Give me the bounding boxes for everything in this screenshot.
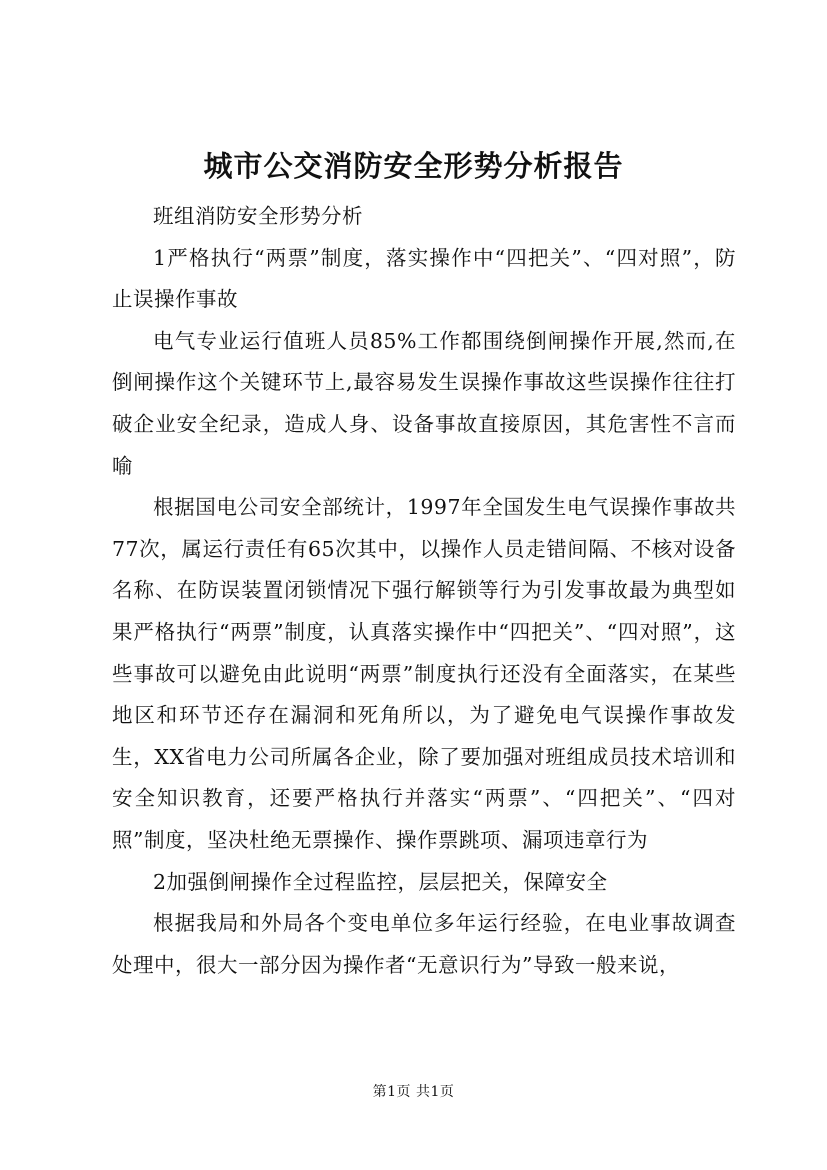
paragraph-heading-1: 1严格执行“两票”制度，落实操作中“四把关”、“四对照”，防止误操作事故: [112, 245, 736, 312]
page-footer: 第1页 共1页: [372, 1084, 455, 1100]
paragraph: 电气专业运行值班人员85%工作都围绕倒闸操作开展,然而,在倒闸操作这个关键环节上,最容易发生误操作事故这些误操作往往打破企业安全纪录，造成人身、设备事故直接原因，其危害性不言而喻: [112, 328, 736, 478]
paragraph: 根据国电公司安全部统计，1997年全国发生电气误操作事故共77次，属运行责任有65次其中，以操作人员走错间隔、不核对设备名称、在防误装置闭锁情况下强行解锁等行为引发事故最为典型如果严格执行“两票”制度，认真落实操作中“四把关”、“四对照”，这些事故可以避免由此说明“两票”制度执行还没有全面落实，在某些地区和环节还存在漏洞和死角所以，为了避免电气误操作事故发生，XX省电力公司所属各企业，除了要加强对班组成员技术培训和安全知识教育，还要严格执行并落实“两票”、“四把关”、“四对照”制度，坚决杜绝无票操作、操作票跳项、漏项违章行为: [112, 495, 736, 852]
document-title: 城市公交消防安全形势分析报告: [203, 149, 624, 183]
paragraph: 根据我局和外局各个变电单位多年运行经验，在电业事故调查处理中，很大一部分因为操作者“无意识行为”导致一般来说，: [112, 911, 736, 977]
document-body: [112, 196, 736, 986]
paragraph-subtitle: 班组消防安全形势分析: [153, 204, 363, 228]
paragraph-heading-2: 2加强倒闸操作全过程监控，层层把关，保障安全: [153, 869, 608, 894]
